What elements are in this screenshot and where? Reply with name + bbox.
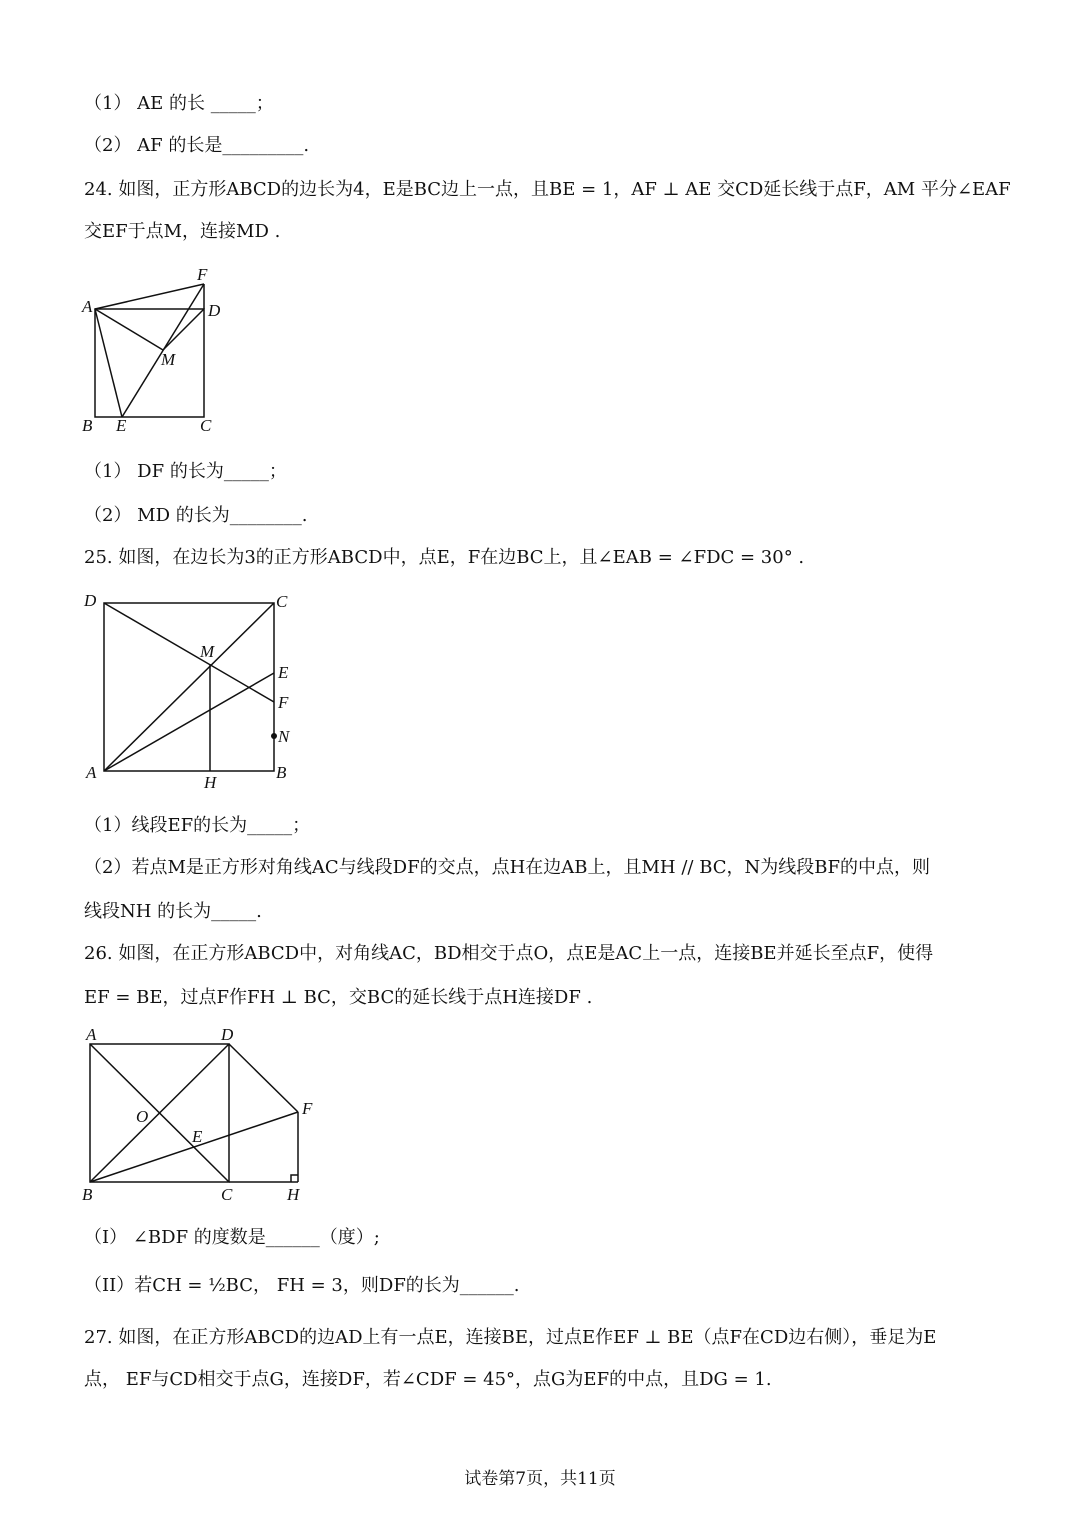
label-b: B [276,763,287,782]
q25-statement: 25. 如图，在边长为3的正方形ABCD中，点E，F在边BC上，且∠EAB = ∠FDC = 30° . [84,547,805,568]
label-a: A [82,297,93,316]
q26-part2: （II）若CH = ½BC， FH = 3，则DF的长为______. [84,1275,520,1296]
label-a: A [86,1025,97,1044]
q24-part1: （1） DF 的长为_____； [84,461,287,482]
segment-md [163,309,204,350]
label-m: M [200,642,215,661]
label-f: F [278,693,289,712]
point-n [271,733,277,739]
label-e: E [278,663,289,682]
segment-bf [90,1112,298,1182]
q24-part2: （2） MD 的长为________. [84,505,308,526]
right-angle-mark [291,1175,298,1182]
label-e: E [116,416,127,435]
q26-figure [78,1022,328,1208]
label-e: E [192,1127,203,1146]
label-m: M [161,350,176,369]
label-b: B [82,1185,93,1204]
label-h: H [287,1185,300,1204]
q26-part1: （I） ∠BDF 的度数是______（度）; [84,1227,380,1248]
q25-part2-2: 线段NH 的长为_____. [84,901,262,922]
label-c: C [200,416,212,435]
label-b: B [82,416,93,435]
q24-figure [78,262,228,442]
label-f: F [302,1099,313,1118]
label-c: C [276,592,288,611]
label-o: O [136,1107,149,1126]
label-h: H [204,773,217,792]
label-c: C [221,1185,233,1204]
q27-statement-2: 点， EF与CD相交于点G，连接DF，若∠CDF = 45°，点G为EF的中点，且DG = 1. [84,1369,772,1390]
q24-statement-2: 交EF于点M，连接MD . [84,221,281,242]
label-n: N [278,727,290,746]
label-d: D [221,1025,234,1044]
segment-am [95,309,163,350]
segment-ae [95,309,122,417]
q23-part1: （1） AE 的长 _____； [84,93,274,114]
q26-statement-1: 26. 如图，在正方形ABCD中，对角线AC，BD相交于点O，点E是AC上一点，连接BE并延长至点F，使得 [84,943,934,964]
q26-statement-2: EF = BE，过点F作FH ⊥ BC，交BC的延长线于点H连接DF . [84,987,593,1008]
q25-part2-1: （2）若点M是正方形对角线AC与线段DF的交点，点H在边AB上，且MH // BC，N为线段BF的中点，则 [84,857,930,878]
label-d: D [84,591,97,610]
label-a: A [86,763,97,782]
q23-part2: （2） AF 的长是_________. [84,135,310,156]
q25-part1: （1）线段EF的长为_____； [84,815,311,836]
q27-statement-1: 27. 如图，在正方形ABCD的边AD上有一点E，连接BE，过点E作EF ⊥ BE（点F在CD边右侧），垂足为E [84,1327,937,1348]
label-d: D [208,301,221,320]
page-footer: 试卷第7页，共11页 [464,1469,616,1489]
segment-af [95,284,204,309]
q24-statement-1: 24. 如图，正方形ABCD的边长为4，E是BC边上一点，且BE = 1，AF ⊥ AE 交CD延长线于点F，AM 平分∠EAF [84,179,1011,200]
q25-figure [78,586,308,796]
segment-df [229,1044,298,1112]
label-f: F [197,265,208,284]
